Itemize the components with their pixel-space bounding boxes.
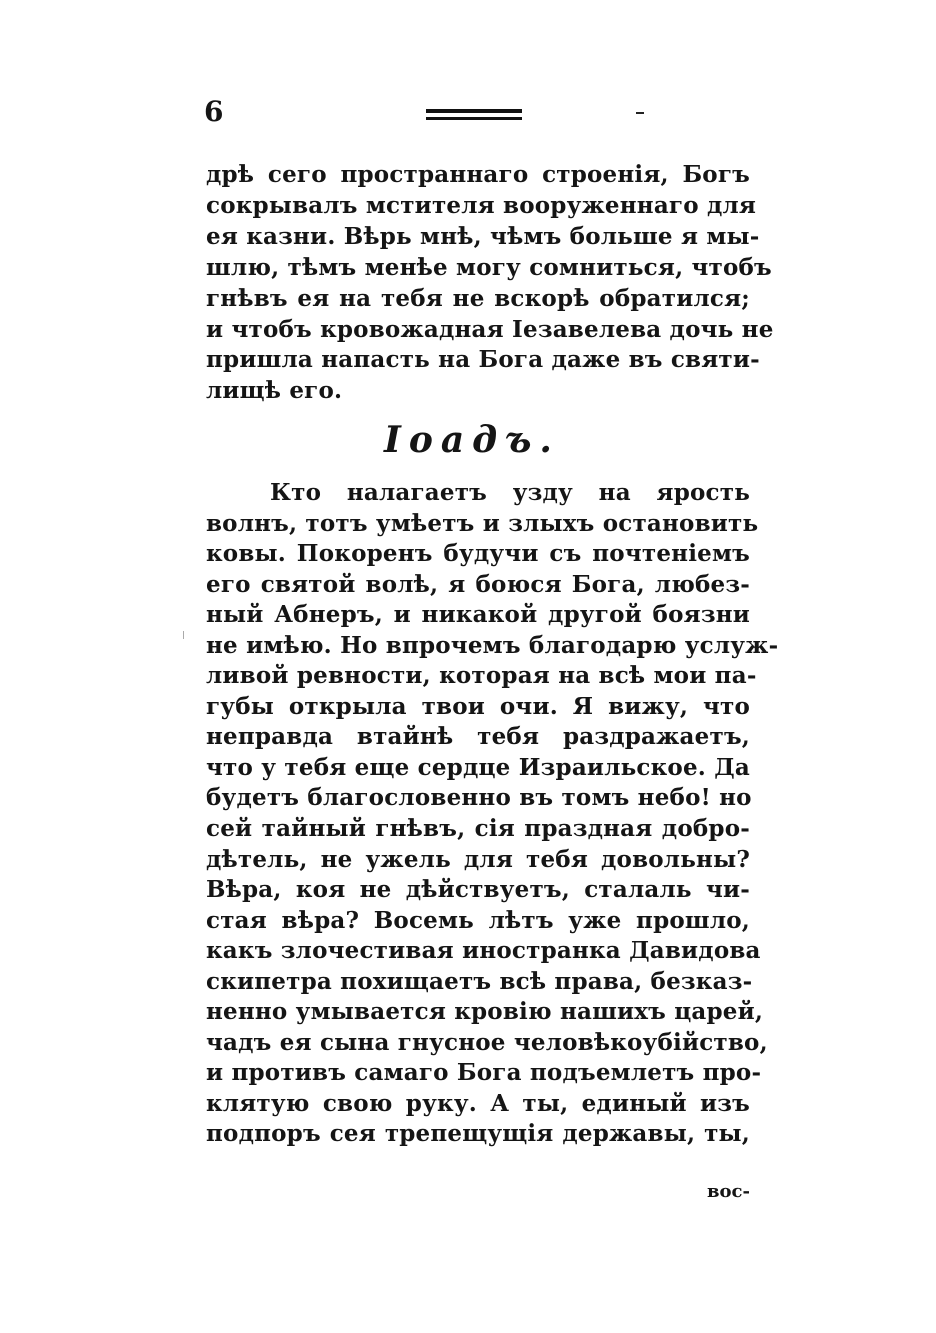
text-line: ковы. Покоренъ будучи съ почтеніемъ <box>206 540 750 568</box>
text-line: какъ злочестивая иностранка Давидова <box>206 937 761 965</box>
text-line: шлю, тѣмъ менѣе могу сомниться, чтобъ <box>206 253 772 281</box>
text-line: пришла напасть на Бога даже въ святи- <box>206 346 760 374</box>
text-line: дрѣ сего пространнаго строенія, Богъ <box>206 161 750 188</box>
text-line: ный Абнеръ, и никакой другой боязни <box>206 601 750 629</box>
text-line: ливой ревности, которая на всѣ мои па- <box>206 662 757 690</box>
text-line: волнъ, тотъ умѣетъ и злыхъ остановить <box>206 509 759 537</box>
text-line: ненно умывается кровію нашихъ царей, <box>206 998 764 1026</box>
page-number: 6 <box>204 95 224 128</box>
text-line: неправда втайнѣ тебя раздражаетъ, <box>206 723 750 751</box>
speaker-heading: Іоадъ. <box>384 419 560 461</box>
text-line: и противъ самаго Бога подъемлетъ про- <box>206 1059 762 1087</box>
speech-paragraph <box>206 478 779 1150</box>
text-line: ея казни. Вѣрь мнѣ, чѣмъ больше я мы- <box>206 222 760 250</box>
margin-mark <box>183 631 184 639</box>
text-line: подпоръ сея трепещущія державы, ты, <box>206 1120 750 1148</box>
opening-paragraph <box>206 160 774 407</box>
header-mark <box>636 112 644 114</box>
text-line: не имѣю. Но впрочемъ благодарю услуж- <box>206 631 779 659</box>
text-line: чадъ ея сына гнусное человѣкоубійство, <box>206 1028 768 1056</box>
text-line: и чтобъ кровожадная Іезавелева дочь не <box>206 315 774 343</box>
text-line: лищѣ его. <box>206 377 343 405</box>
header-rule <box>426 109 522 123</box>
text-line: дѣтель, не ужель для тебя довольны? <box>206 845 750 873</box>
text-line: его святой волѣ, я боюся Бога, любез- <box>206 570 750 598</box>
text-line: сокрывалъ мстителя вооруженнаго для <box>206 191 757 219</box>
text-line: скипетра похищаетъ всѣ права, безказ- <box>206 967 753 995</box>
text-line: стая вѣра? Восемь лѣтъ уже прошло, <box>206 906 750 934</box>
text-line: что у тебя еще сердце Израильское. Да <box>206 753 750 781</box>
text-line: клятую свою руку. А ты, единый изъ <box>206 1089 750 1117</box>
text-line: сей тайный гнѣвъ, сія праздная добро- <box>206 815 750 843</box>
text-line: губы открыла твои очи. Я вижу, что <box>206 692 750 720</box>
text-line: Кто налагаетъ узду на ярость <box>270 479 750 506</box>
catchword: вос- <box>707 1181 750 1202</box>
text-line: гнѣвъ ея на тебя не вскорѣ обратился; <box>206 284 750 312</box>
text-line: будетъ благословенно въ томъ небо! но <box>206 784 752 812</box>
text-line: Вѣра, коя не дѣйствуетъ, сталаль чи- <box>206 876 750 904</box>
